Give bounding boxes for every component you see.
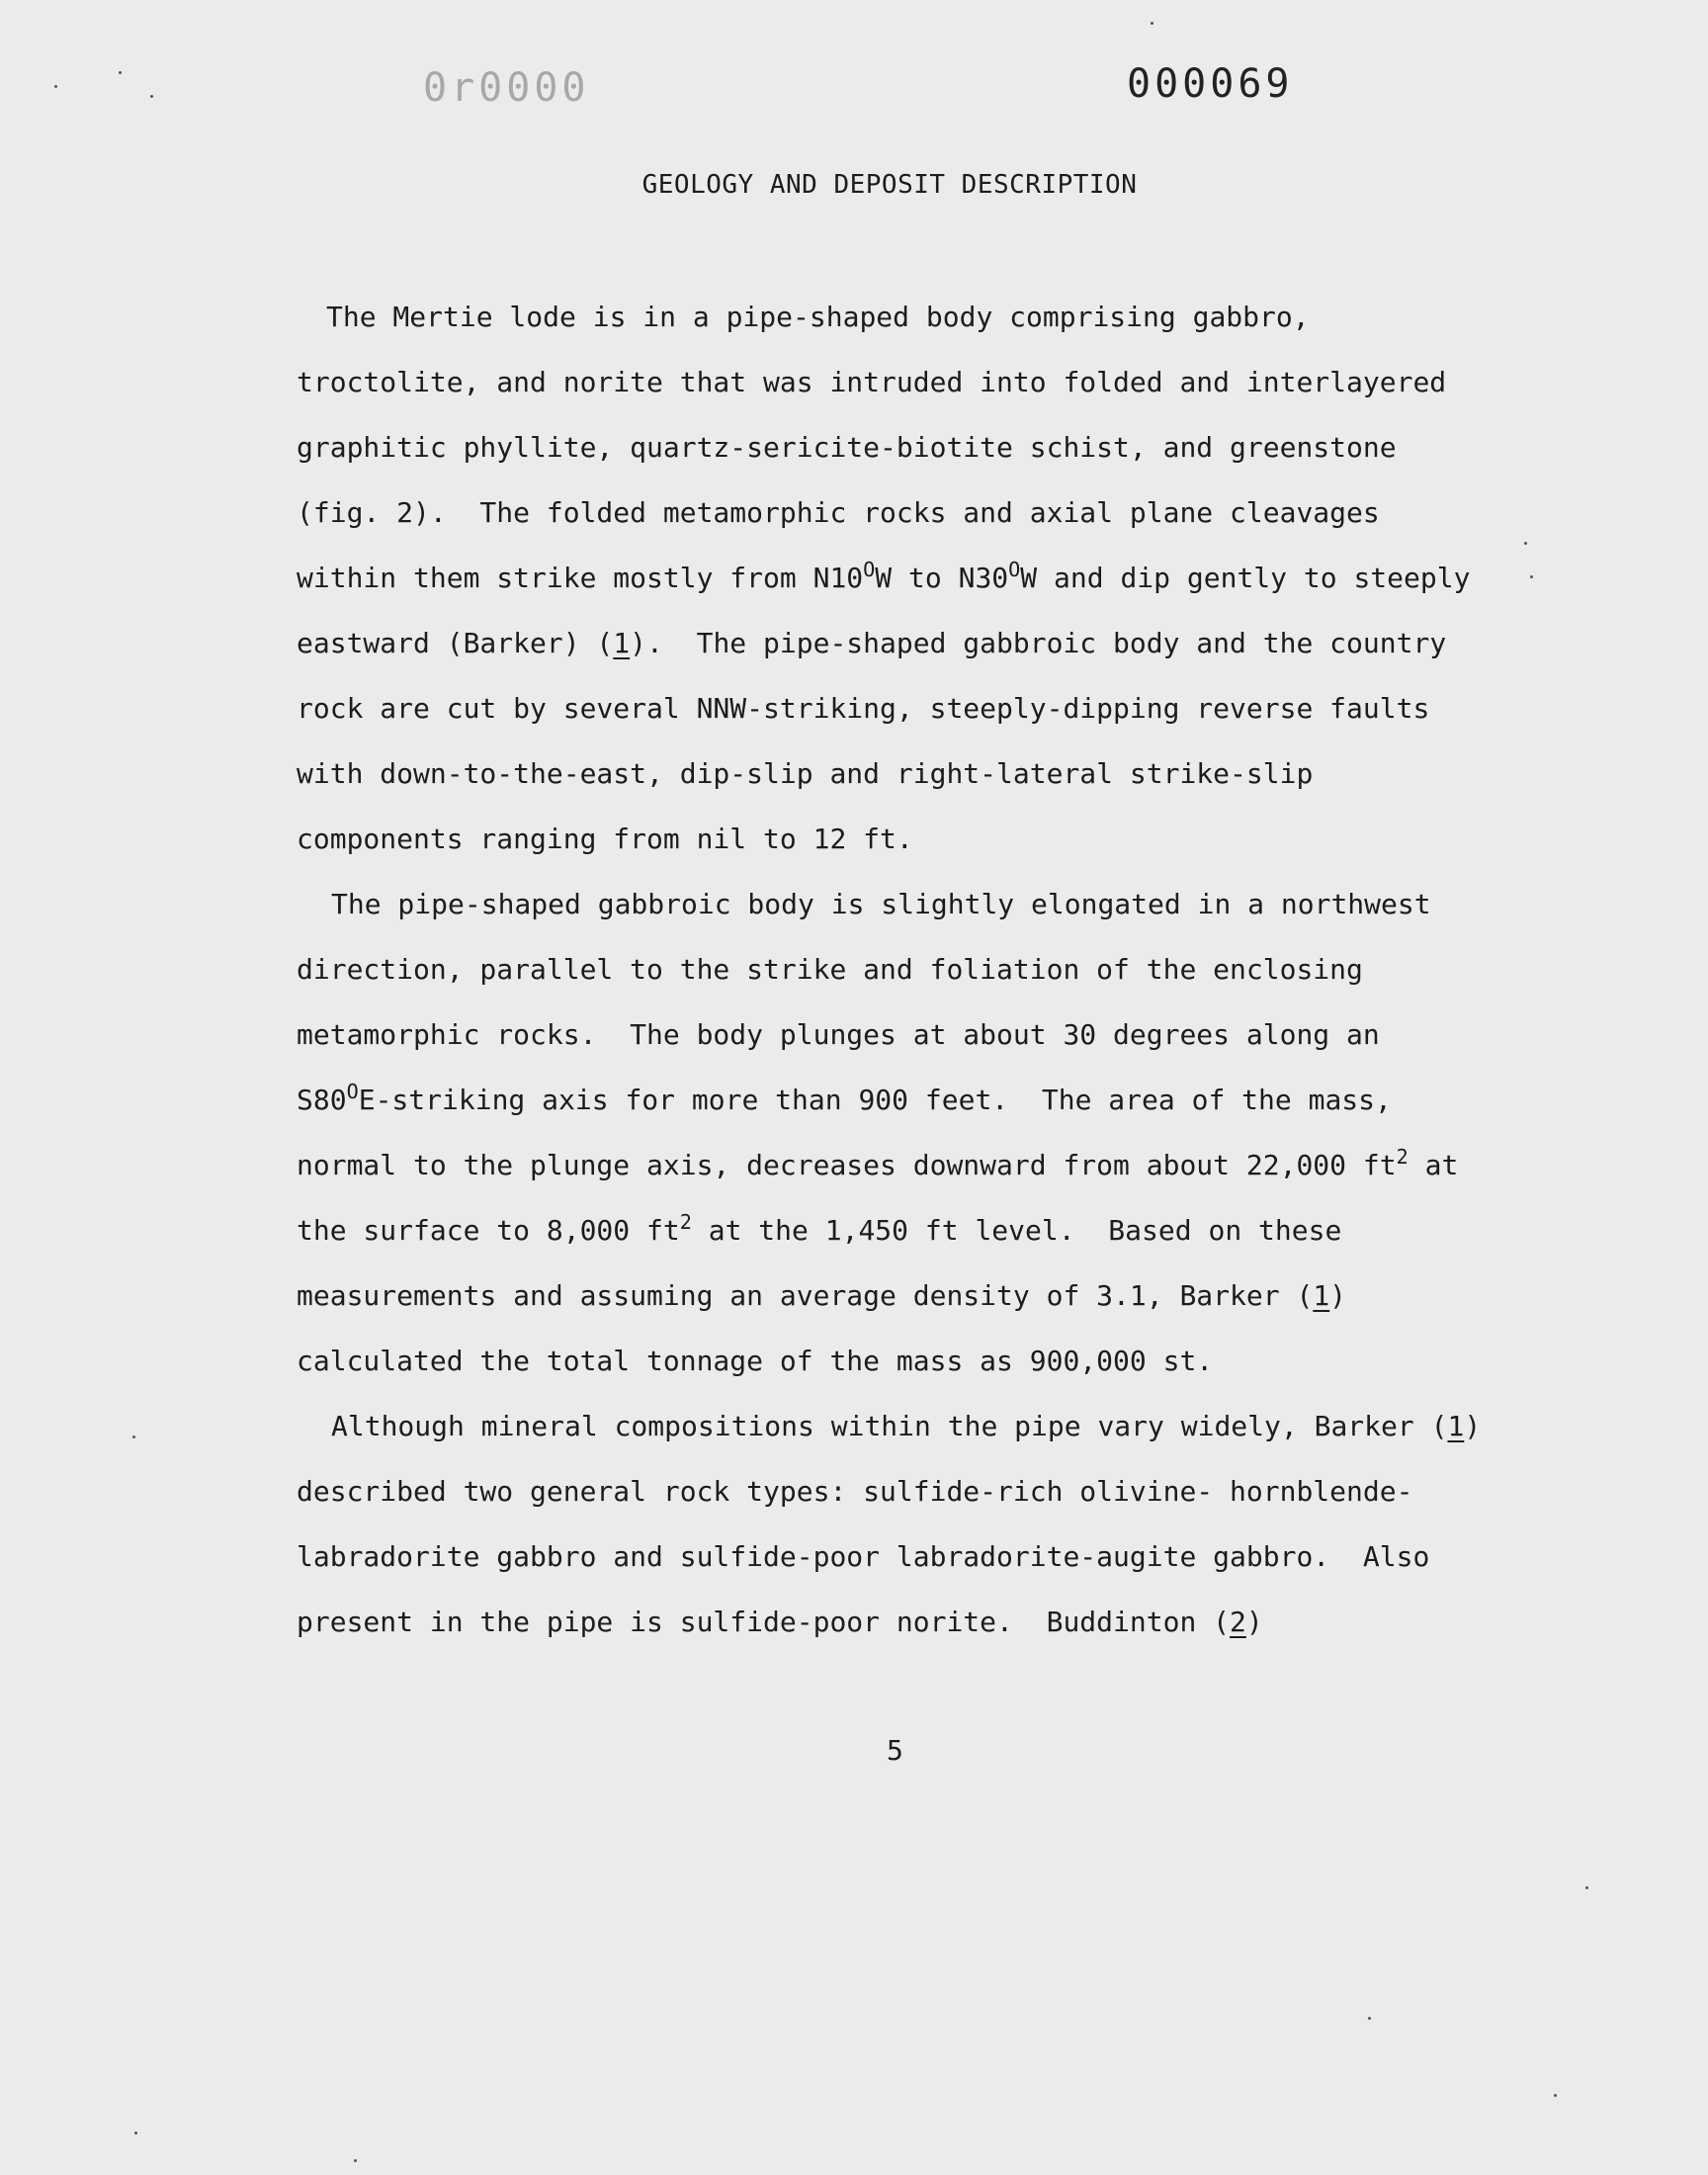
scan-speck xyxy=(150,95,153,98)
reference-link: 1 xyxy=(1313,1279,1330,1312)
body-text xyxy=(297,299,1483,1669)
reference-link: 1 xyxy=(613,627,631,659)
scan-speck xyxy=(1530,575,1533,578)
text-line: The Mertie lode is in a pipe-shaped body comprising gabbro, xyxy=(326,301,1310,333)
scan-speck xyxy=(1368,2017,1371,2020)
page-number: 5 xyxy=(887,1734,903,1767)
text-line: Although mineral compositions within the pipe vary widely, Barker (1) xyxy=(331,1410,1482,1442)
text-line: (fig. 2). The folded metamorphic rocks and axial plane cleavages xyxy=(297,496,1380,529)
text-line: described two general rock types: sulfide-rich olivine- hornblende- xyxy=(297,1475,1413,1508)
text-line: calculated the total tonnage of the mass as 900,000 st. xyxy=(297,1345,1214,1377)
text-line: normal to the plunge axis, decreases downward from about 22,000 $ft^2$ at xyxy=(297,1144,1459,1181)
reference-link: 2 xyxy=(1230,1606,1246,1638)
text-line: measurements and assuming an average density of 3.1, Barker (1) xyxy=(297,1279,1347,1312)
text-line: the surface to 8,000 $ft^2$ at the 1,450 ft level. Based on these xyxy=(297,1209,1342,1247)
text-line: components ranging from nil to 12 ft. xyxy=(297,823,913,855)
text-line: graphitic phyllite, quartz-sericite-biotite schist, and greenstone xyxy=(297,431,1397,464)
scan-speck xyxy=(134,2132,137,2134)
text-line: The pipe-shaped gabbroic body is slightly elongated in a northwest xyxy=(331,888,1431,920)
section-title: GEOLOGY AND DEPOSIT DESCRIPTION xyxy=(641,170,1138,200)
text-line: with down-to-the-east, dip-slip and right-lateral strike-slip xyxy=(297,757,1314,790)
text-line: $S80^OE$-striking axis for more than 900 feet. The area of the mass, xyxy=(297,1079,1392,1116)
scan-speck xyxy=(1585,1886,1588,1889)
text-line: present in the pipe is sulfide-poor norite. Buddinton (2) xyxy=(297,1606,1263,1638)
page-stamp: 000069 xyxy=(1127,61,1294,107)
scan-speck xyxy=(54,85,57,88)
text-line: eastward (Barker) (1). The pipe-shaped gabbroic body and the country xyxy=(297,627,1447,659)
text-line: metamorphic rocks. The body plunges at about 30 degrees along an xyxy=(297,1018,1380,1051)
faded-page-stamp: 0r0000 xyxy=(423,65,590,111)
text-line: within them strike mostly from $N10^OW$ to $N30^OW$ and dip gently to steeply xyxy=(297,557,1471,594)
scan-speck xyxy=(119,71,122,74)
scan-speck xyxy=(1151,22,1153,25)
text-line: troctolite, and norite that was intruded into folded and interlayered xyxy=(297,366,1447,398)
scan-speck xyxy=(1524,542,1527,545)
text-line: labradorite gabbro and sulfide-poor labradorite-augite gabbro. Also xyxy=(297,1540,1430,1573)
text-line: rock are cut by several NNW-striking, steeply-dipping reverse faults xyxy=(297,692,1430,725)
scan-speck xyxy=(1554,2094,1557,2097)
text-line: direction, parallel to the strike and foliation of the enclosing xyxy=(297,953,1363,986)
reference-link: 1 xyxy=(1447,1410,1465,1442)
scan-speck xyxy=(354,2159,357,2162)
scan-speck xyxy=(132,1436,135,1438)
